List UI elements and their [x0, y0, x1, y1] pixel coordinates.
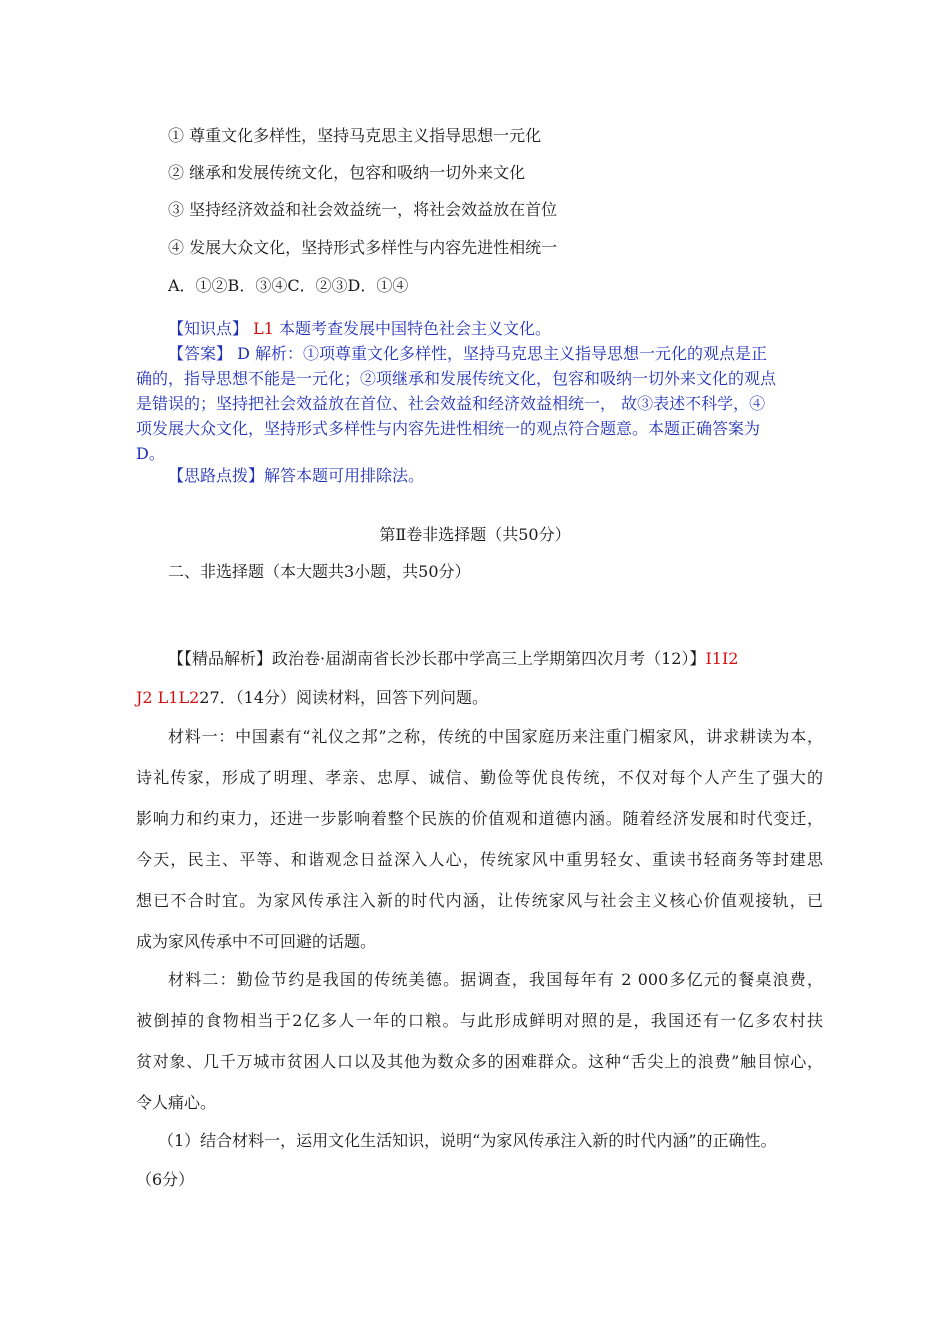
knowledge-point: [168, 319, 551, 339]
question-intro-line: [136, 688, 488, 708]
sub-question: （1）结合材料一，运用文化生活知识，说明“为家风传承注入新的时代内涵”的正确性。: [158, 1131, 777, 1150]
section-subtitle: 二、非选择题（本大题共3小题，共50分）: [168, 562, 471, 581]
explanation-line-1: 解析：①项尊重文化多样性，坚持马克思主义指导思想一元化的观点是正: [255, 344, 768, 363]
explanation-line-5: D。: [136, 444, 165, 463]
option-3: ③ 坚持经济效益和社会效益统一，将社会效益放在首位: [168, 200, 558, 219]
explanation-line-3: 是错误的；坚持把社会效益放在首位、社会效益和经济效益相统一， 故③表述不科学，④: [136, 394, 766, 413]
material1-line-5: 想已不合时宜。为家风传承注入新的时代内涵，让传统家风与社会主义核心价值观接轨，已: [136, 891, 823, 910]
material1-line-3: 影响力和约束力，还进一步影响着整个民族的价值观和道德内涵。随着经济发展和时代变迁，: [136, 809, 823, 828]
hint-text: 解答本题可用排除法。: [264, 466, 425, 485]
question-codes-2: J2 L1L2: [136, 688, 200, 707]
material1-line-2: 诗礼传家，形成了明理、孝亲、忠厚、诚信、勤俭等优良传统，不仅对每个人产生了强大的: [136, 768, 823, 787]
knowledge-code: L1: [253, 319, 274, 338]
hint-line: [168, 466, 424, 486]
material2-line-4: 令人痛心。: [136, 1093, 217, 1112]
material2-line-1: 材料二：勤俭节约是我国的传统美德。据调查，我国每年有 2 000多亿元的餐桌浪费，: [168, 970, 823, 989]
material1-line-4: 今天，民主、平等、和谐观念日益深入人心，传统家风中重男轻女、重读书轻商务等封建思: [136, 850, 823, 869]
option-4: ④ 发展大众文化，坚持形式多样性与内容先进性相统一: [168, 238, 558, 257]
explanation-line-2: 确的，指导思想不能是一元化；②项继承和发展传统文化，包容和吸纳一切外来文化的观点: [136, 369, 777, 388]
material2-line-3: 贫对象、几千万城市贫困人口以及其他为数众多的困难群众。这种“舌尖上的浪费”触目惊心，: [136, 1052, 823, 1071]
option-2: ② 继承和发展传统文化，包容和吸纳一切外来文化: [168, 163, 526, 182]
question-intro: 27．（14分）阅读材料，回答下列问题。: [199, 688, 489, 707]
sub-question-points: （6分）: [136, 1170, 195, 1189]
question-source-line: [168, 649, 738, 669]
answer-value: D: [237, 344, 250, 363]
option-1: ① 尊重文化多样性，坚持马克思主义指导思想一元化: [168, 126, 542, 145]
section-title: 第Ⅱ卷非选择题（共50分）: [379, 525, 571, 544]
answer-label: 【答案】: [168, 344, 233, 363]
question-source: 【【精品解析】政治卷·届湖南省长沙长郡中学高三上学期第四次月考（12）】: [168, 649, 706, 668]
question-codes-1: I1I2: [705, 649, 739, 668]
answer-line: [168, 344, 767, 364]
answer-choices: A．①②B．③④C．②③D．①④: [168, 276, 409, 295]
material1-line-1: 材料一：中国素有“礼仪之邦”之称，传统的中国家庭历来注重门楣家风，讲求耕读为本，: [168, 727, 823, 746]
material2-line-2: 被倒掉的食物相当于2亿多人一年的口粮。与此形成鲜明对照的是，我国还有一亿多农村扶: [136, 1011, 823, 1030]
material1-line-6: 成为家风传承中不可回避的话题。: [136, 932, 377, 951]
knowledge-label: 【知识点】: [168, 319, 249, 338]
hint-label: 【思路点拨】: [168, 466, 265, 485]
explanation-line-4: 项发展大众文化，坚持形式多样性与内容先进性相统一的观点符合题意。本题正确答案为: [136, 419, 761, 438]
knowledge-text: 本题考查发展中国特色社会主义文化。: [279, 319, 552, 338]
